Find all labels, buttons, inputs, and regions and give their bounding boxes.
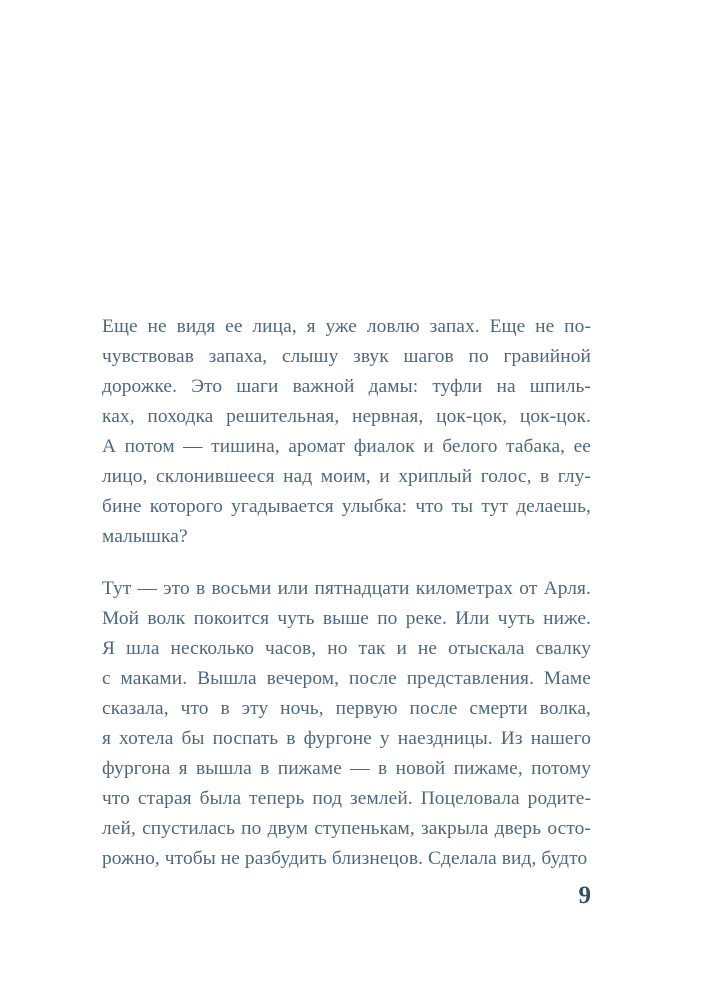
page-number: 9 — [578, 882, 591, 909]
text-line: Тут — это в восьми или пятнадцати километрах от Арля. — [102, 578, 591, 599]
text-line: лицо, склонившееся над моим, и хриплый голос, в глу- — [102, 466, 591, 487]
text-line: что старая была теперь под землей. Поцеловала родите- — [102, 788, 591, 809]
text-line: А потом — тишина, аромат фиалок и белого табака, ее — [102, 436, 591, 457]
text-line: Я шла несколько часов, но так и не отыскала свалку — [102, 638, 591, 659]
text-line: малышка? — [102, 526, 188, 547]
text-line: я хотела бы поспать в фургоне у наездницы. Из нашего — [102, 728, 591, 749]
paragraph-2 — [102, 574, 591, 874]
text-line: Мой волк покоится чуть выше по реке. Или чуть ниже. — [102, 608, 591, 629]
text-line: ках, походка решительная, нервная, цок-цок, цок-цок. — [102, 406, 591, 427]
paragraph-1 — [102, 312, 591, 552]
text-line: рожно, чтобы не разбудить близнецов. Сделала вид, будто — [102, 848, 588, 869]
text-line: лей, спустилась по двум ступенькам, закрыла дверь осто- — [102, 818, 591, 839]
text-line: Еще не видя ее лица, я уже ловлю запах. Еще не по- — [102, 316, 591, 337]
text-line: бине которого угадывается улыбка: что ты тут делаешь, — [102, 496, 591, 517]
text-line: с маками. Вышла вечером, после представления. Маме — [102, 668, 591, 689]
text-line: дорожке. Это шаги важной дамы: туфли на шпиль- — [102, 376, 591, 397]
text-line: фургона я вышла в пижаме — в новой пижаме, потому — [102, 758, 591, 779]
text-line: сказала, что в эту ночь, первую после смерти волка, — [102, 698, 591, 719]
body-text — [102, 312, 591, 874]
text-line: чувствовав запаха, слышу звук шагов по гравийной — [102, 346, 591, 367]
